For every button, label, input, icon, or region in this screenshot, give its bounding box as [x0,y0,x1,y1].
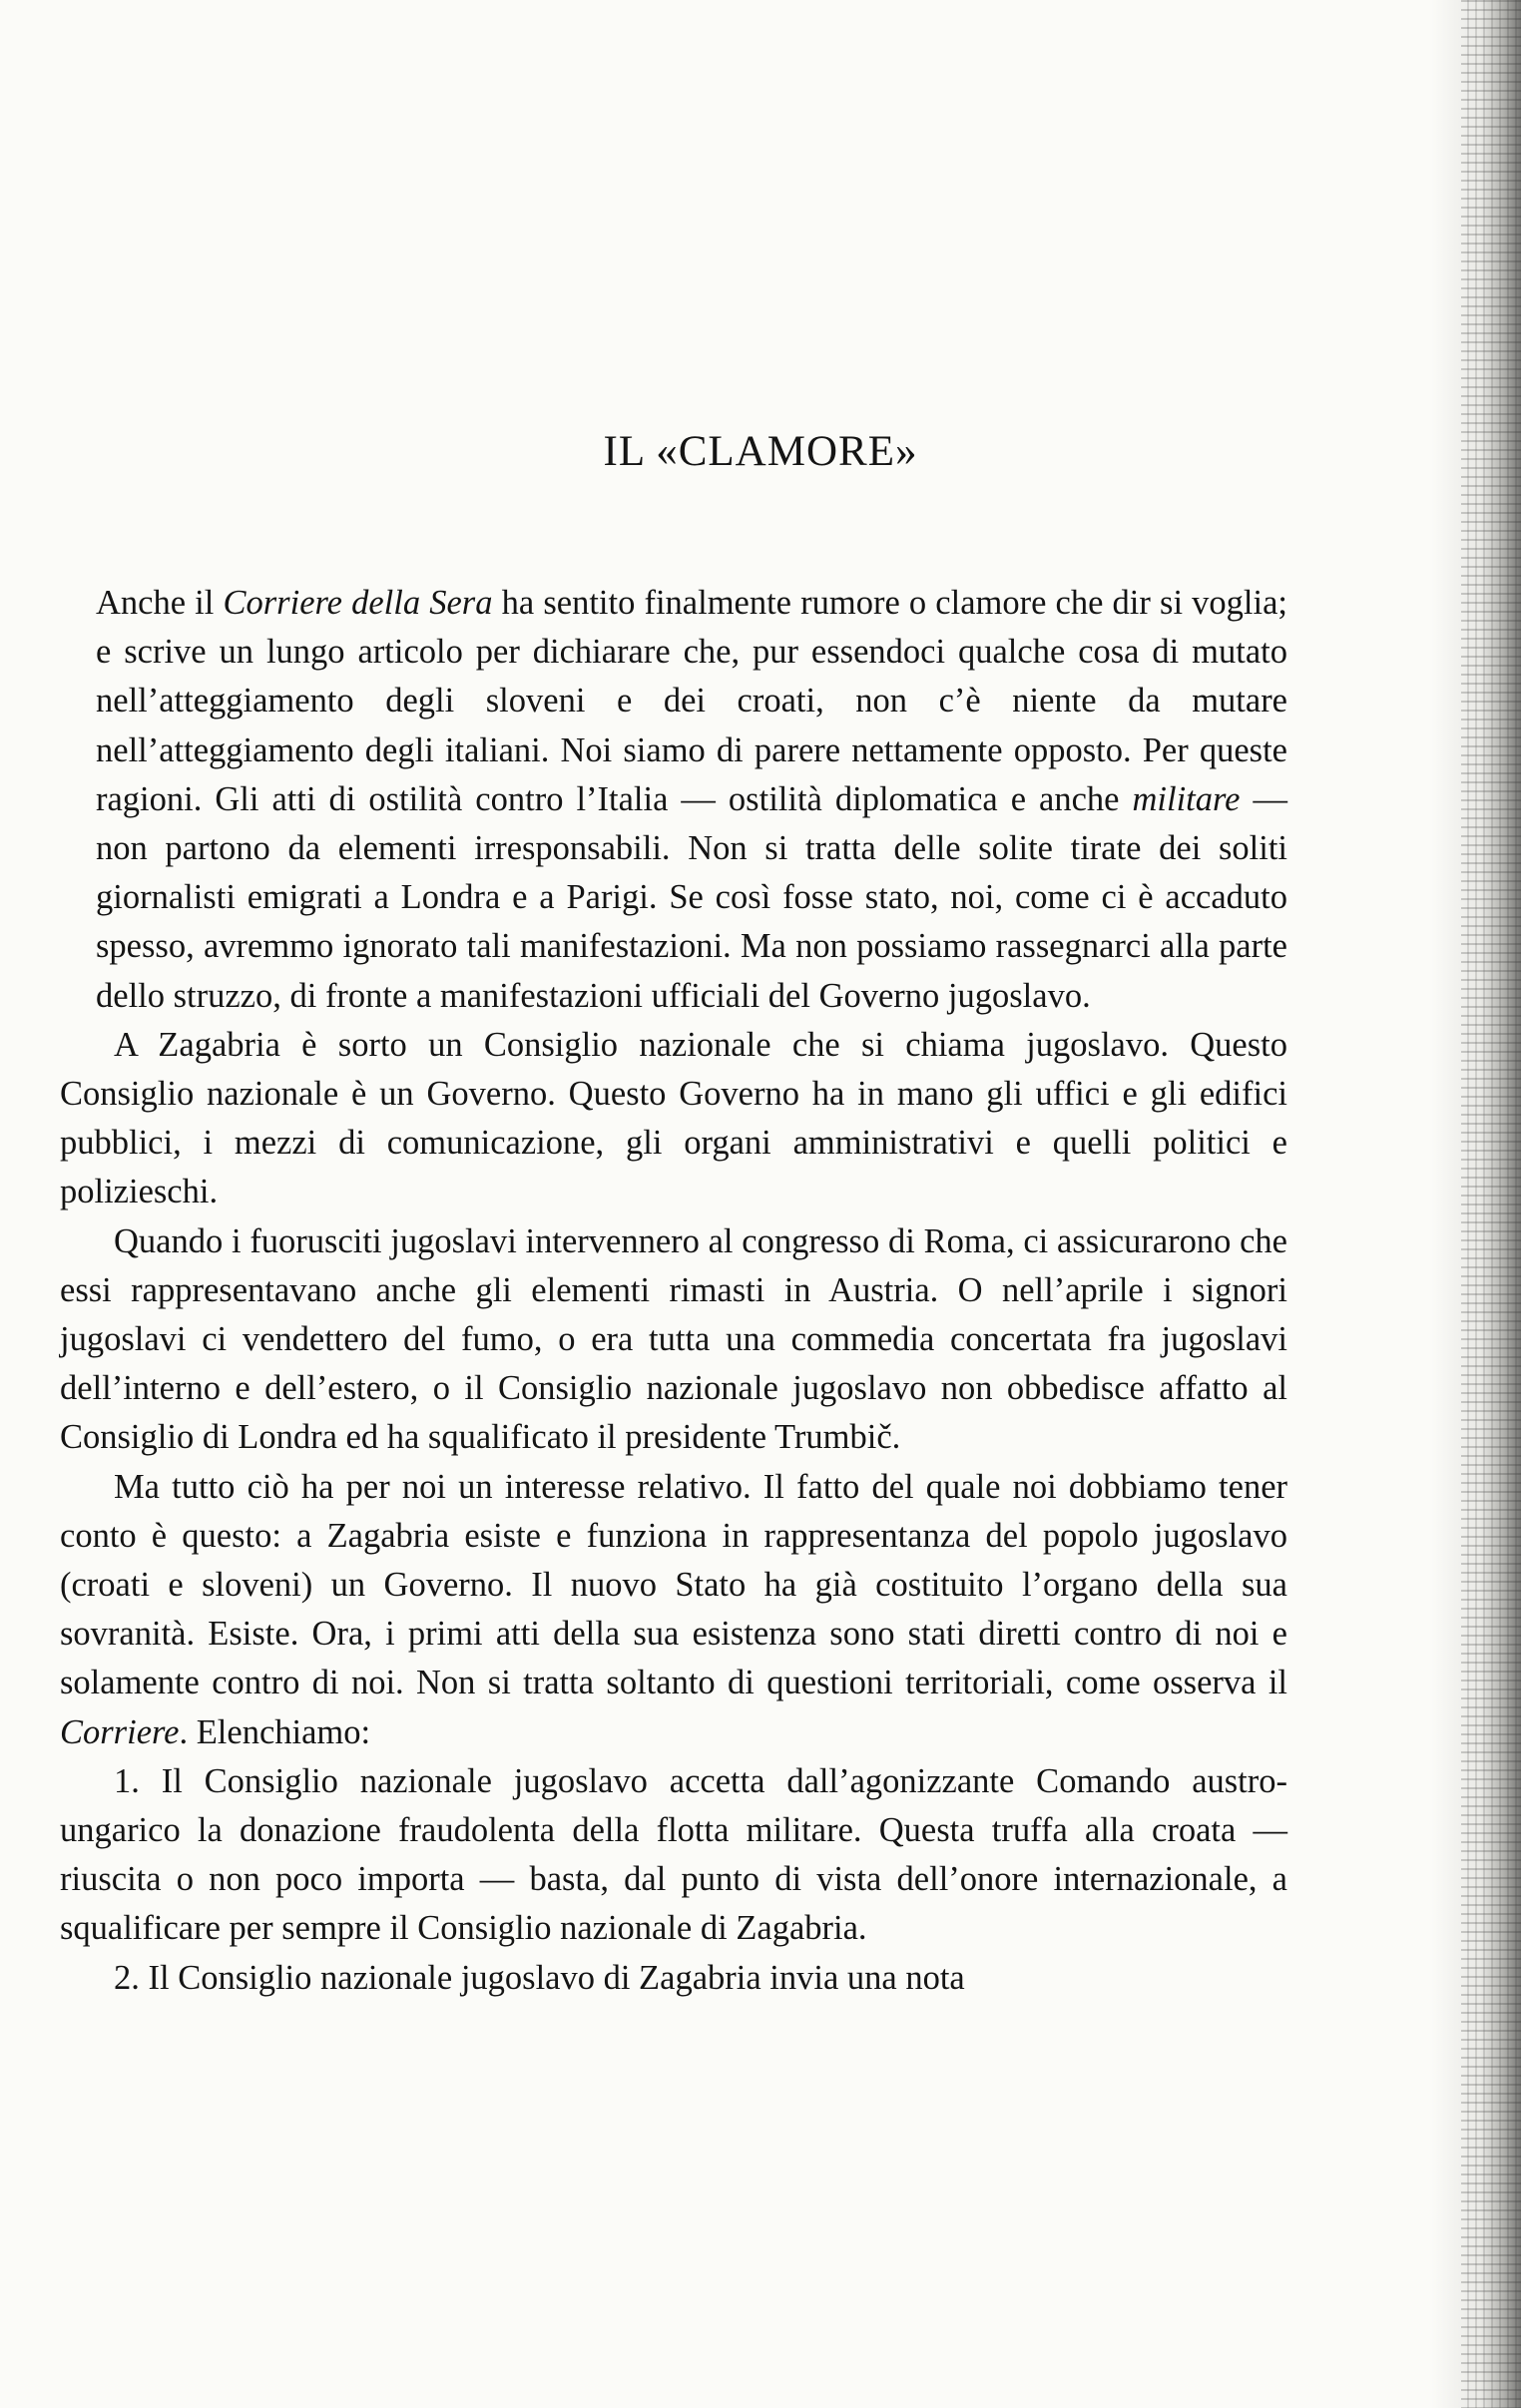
list-item-1: 1. Il Consiglio nazionale jugoslavo accetta dall’agonizzante Comando austro-ungarico la donazione fraudolenta della flotta militare. Questa truffa alla croata — riuscita o non poco importa — basta, dal punto di vista dell’onore internazionale, a squalificare per sempre il Consiglio nazionale di Zagabria. [60,1761,1287,1948]
page-edge-specks [1461,0,1521,2408]
paragraph-2: A Zagabria è sorto un Consiglio nazionale che si chiama jugoslavo. Questo Consiglio nazionale è un Governo. Questo Governo ha in mano gli uffici e gli edifici pubblici, i mezzi di comunicazione, gli organi amministrativi e quelli politici e polizieschi. [60,1025,1287,1211]
paragraph-1-part-e: — non partono da elementi irresponsabili. Non si tratta delle solite tirate dei soliti giornalisti emigrati a Londra e a Parigi. Se così fosse stato, noi, come ci è accaduto spesso, avremmo ignorato tali manifestazioni. Ma non possiamo rassegnarci alla parte dello struzzo, di fronte a manifestazioni ufficiali del Governo jugoslavo. [96,779,1287,1015]
paragraph-4-part-c: . Elenchiamo: [179,1712,371,1751]
paragraph-3: Quando i fuorusciti jugoslavi intervennero al congresso di Roma, ci assicurarono che essi rappresentavano anche gli elementi rimasti in Austria. O nell’aprile i signori jugoslavi ci vendettero del fumo, o era tutta una commedia concertata fra jugoslavi dell’interno e dell’estero, o il Consiglio nazionale jugoslavo non obbedisce affatto al Consiglio di Londra ed ha squalificato il presidente Trumbič. [60,1221,1287,1457]
paragraph-4-part-a: Ma tutto ciò ha per noi un interesse relativo. Il fatto del quale noi dobbiamo tener conto è questo: a Zagabria esiste e funziona in rappresentanza del popolo jugoslavo (croati e sloveni) un Governo. Il nuovo Stato ha già costituito l’organo della sua sovranità. Esiste. Ora, i primi atti della sua esistenza sono stati diretti contro di noi e solamente contro di noi. Non si tratta soltanto di questioni territoriali, come osserva il [60,1467,1287,1702]
paragraph-1-part-c: ha sentito finalmente rumore o clamore che dir si voglia; e scrive un lungo articolo per dichiarare che, pur essendoci qualche cosa di mutato nell’atteggiamento degli sloveni e dei croati, non c’è niente da mutare nell’atteggiamento degli italiani. Noi siamo di parere nettamente opposto. Per queste ragioni. Gli atti di ostilità contro l’Italia — ostilità diplomatica e anche [96,584,1287,818]
list-item-2: 2. Il Consiglio nazionale jugoslavo di Zagabria invia una nota [114,1958,965,1997]
emphasis-militare: militare [1132,779,1241,818]
newspaper-title-short: Corriere [60,1712,180,1751]
article-body [60,579,1287,2003]
paragraph-4 [60,1463,1287,1757]
page-title: IL «CLAMORE» [603,428,918,475]
newspaper-title: Corriere della Sera [223,584,493,622]
paragraph-1-part-a: Anche il [96,584,224,622]
paragraph-1 [60,579,1287,1021]
